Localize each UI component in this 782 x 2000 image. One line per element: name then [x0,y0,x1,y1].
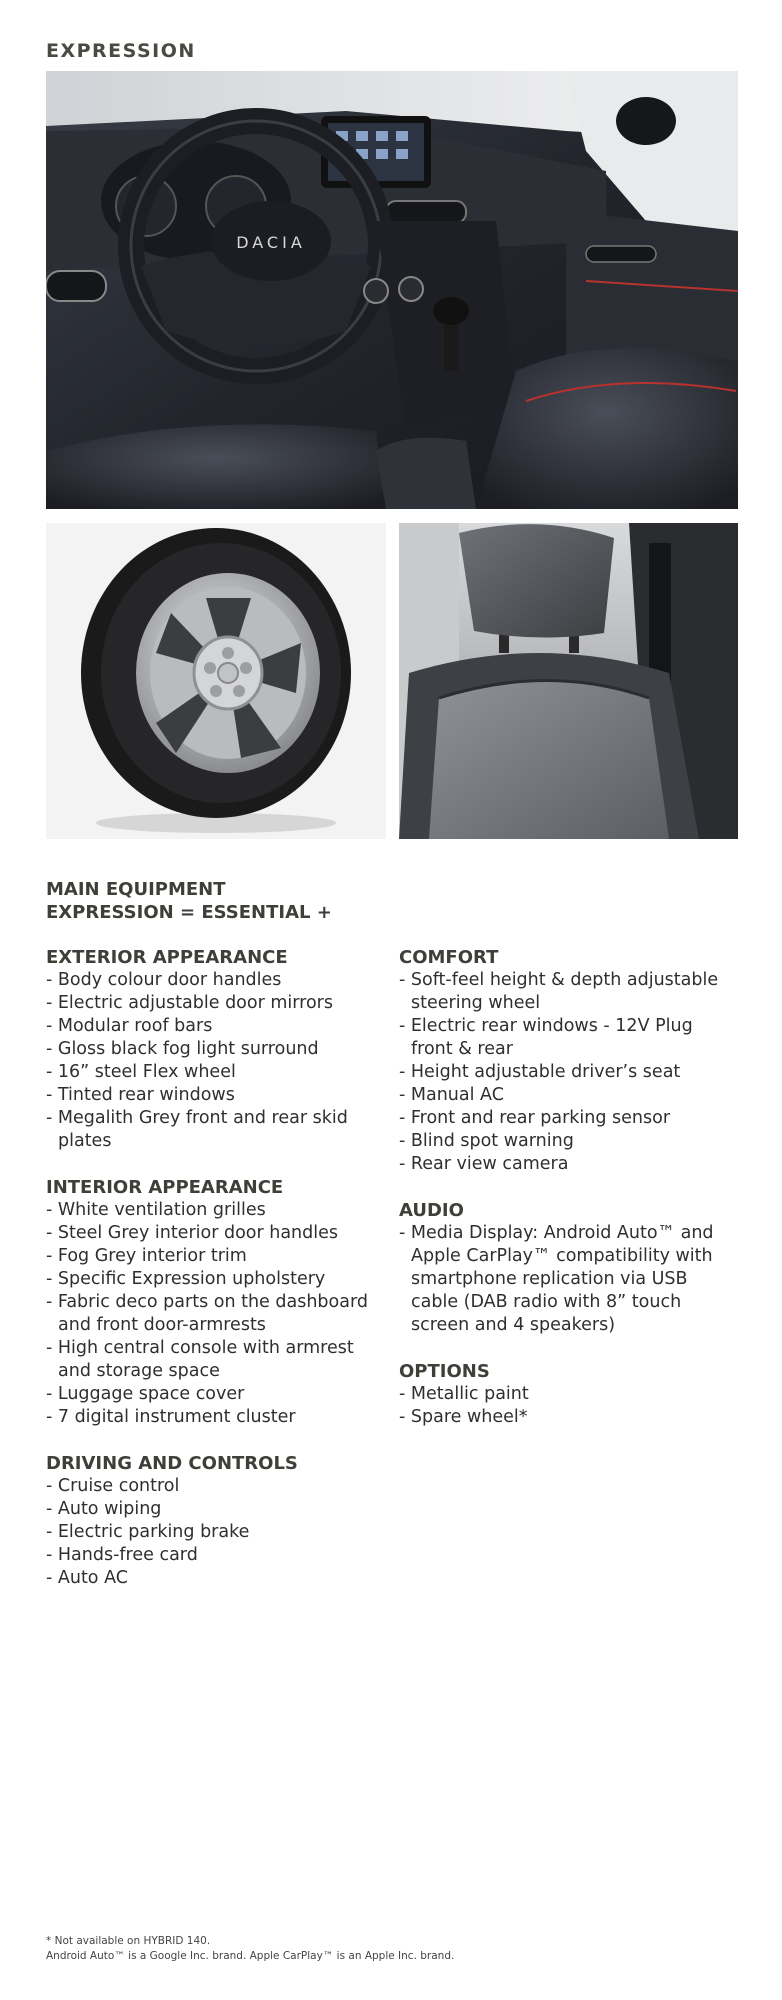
feature-list [46,1475,386,1590]
main-equipment-title: MAIN EQUIPMENT [46,879,226,900]
seat-upholstery-photo [399,523,738,839]
list-item: - Front and rear parking sensor [399,1108,671,1128]
list-item: - Electric rear windows - 12V Plug front & rear [399,1016,693,1059]
section-title: COMFORT [399,947,499,968]
feature-list [399,1222,739,1337]
section-title: INTERIOR APPEARANCE [46,1177,284,1198]
feature-list [399,1383,739,1429]
list-item: - Luggage space cover [46,1384,245,1404]
list-item: - Height adjustable driver’s seat [399,1062,681,1082]
equipment-column-right [399,946,739,1452]
list-item: - Soft-feel height & depth adjustable steering wheel [399,970,719,1013]
dashboard-interior-photo [46,71,738,509]
list-item: - Specific Expression upholstery [46,1269,326,1289]
section-exterior-appearance [46,946,386,1153]
list-item: - Cruise control [46,1476,180,1496]
list-item: - Rear view camera [399,1154,569,1174]
section-audio [399,1199,739,1337]
list-item: - Auto AC [46,1568,128,1588]
section-comfort [399,946,739,1176]
section-title: EXTERIOR APPEARANCE [46,947,288,968]
list-item: - 7 digital instrument cluster [46,1407,296,1427]
list-item: - Modular roof bars [46,1016,213,1036]
section-title: AUDIO [399,1200,464,1221]
list-item: - Body colour door handles [46,970,282,990]
list-item: - Electric parking brake [46,1522,250,1542]
list-item: - Media Display: Android Auto™ and Apple CarPlay™ compatibility with smartphone replication via USB cable (DAB radio with 8” touch screen and 4 speakers) [399,1223,714,1335]
list-item: - Fabric deco parts on the dashboard and front door-armrests [46,1292,368,1335]
list-item: - Auto wiping [46,1499,162,1519]
section-interior-appearance [46,1176,386,1429]
feature-list [46,1199,386,1429]
page-title: EXPRESSION [46,40,196,62]
list-item: - Gloss black fog light surround [46,1039,319,1059]
trim-comparison-title: EXPRESSION = ESSENTIAL + [46,902,332,923]
list-item: - Fog Grey interior trim [46,1246,247,1266]
dashboard-interior-illustration [46,71,738,509]
list-item: - Tinted rear windows [46,1085,235,1105]
list-item: - High central console with armrest and storage space [46,1338,354,1381]
list-item: - Steel Grey interior door handles [46,1223,339,1243]
feature-list [399,969,739,1176]
equipment-column-left [46,946,386,1613]
list-item: - 16” steel Flex wheel [46,1062,236,1082]
steering-wheel-logo: DACIA [236,233,306,252]
list-item: - Blind spot warning [399,1131,574,1151]
steel-wheel-photo [46,523,386,839]
seat-illustration [399,523,738,839]
section-title: OPTIONS [399,1361,490,1382]
list-item: - Electric adjustable door mirrors [46,993,333,1013]
wheel-illustration [46,523,386,839]
section-driving-and-controls [46,1452,386,1590]
main-equipment-heading [46,878,332,924]
section-title: DRIVING AND CONTROLS [46,1453,298,1474]
footnotes [46,1934,454,1964]
list-item: - Hands-free card [46,1545,198,1565]
list-item: - Spare wheel* [399,1407,528,1427]
footnote-availability: * Not available on HYBRID 140. [46,1935,211,1947]
footnote-trademarks: Android Auto™ is a Google Inc. brand. Apple CarPlay™ is an Apple Inc. brand. [46,1950,455,1962]
list-item: - Megalith Grey front and rear skid plates [46,1108,348,1151]
list-item: - Manual AC [399,1085,504,1105]
list-item: - Metallic paint [399,1384,529,1404]
feature-list [46,969,386,1153]
list-item: - White ventilation grilles [46,1200,266,1220]
section-options [399,1360,739,1429]
